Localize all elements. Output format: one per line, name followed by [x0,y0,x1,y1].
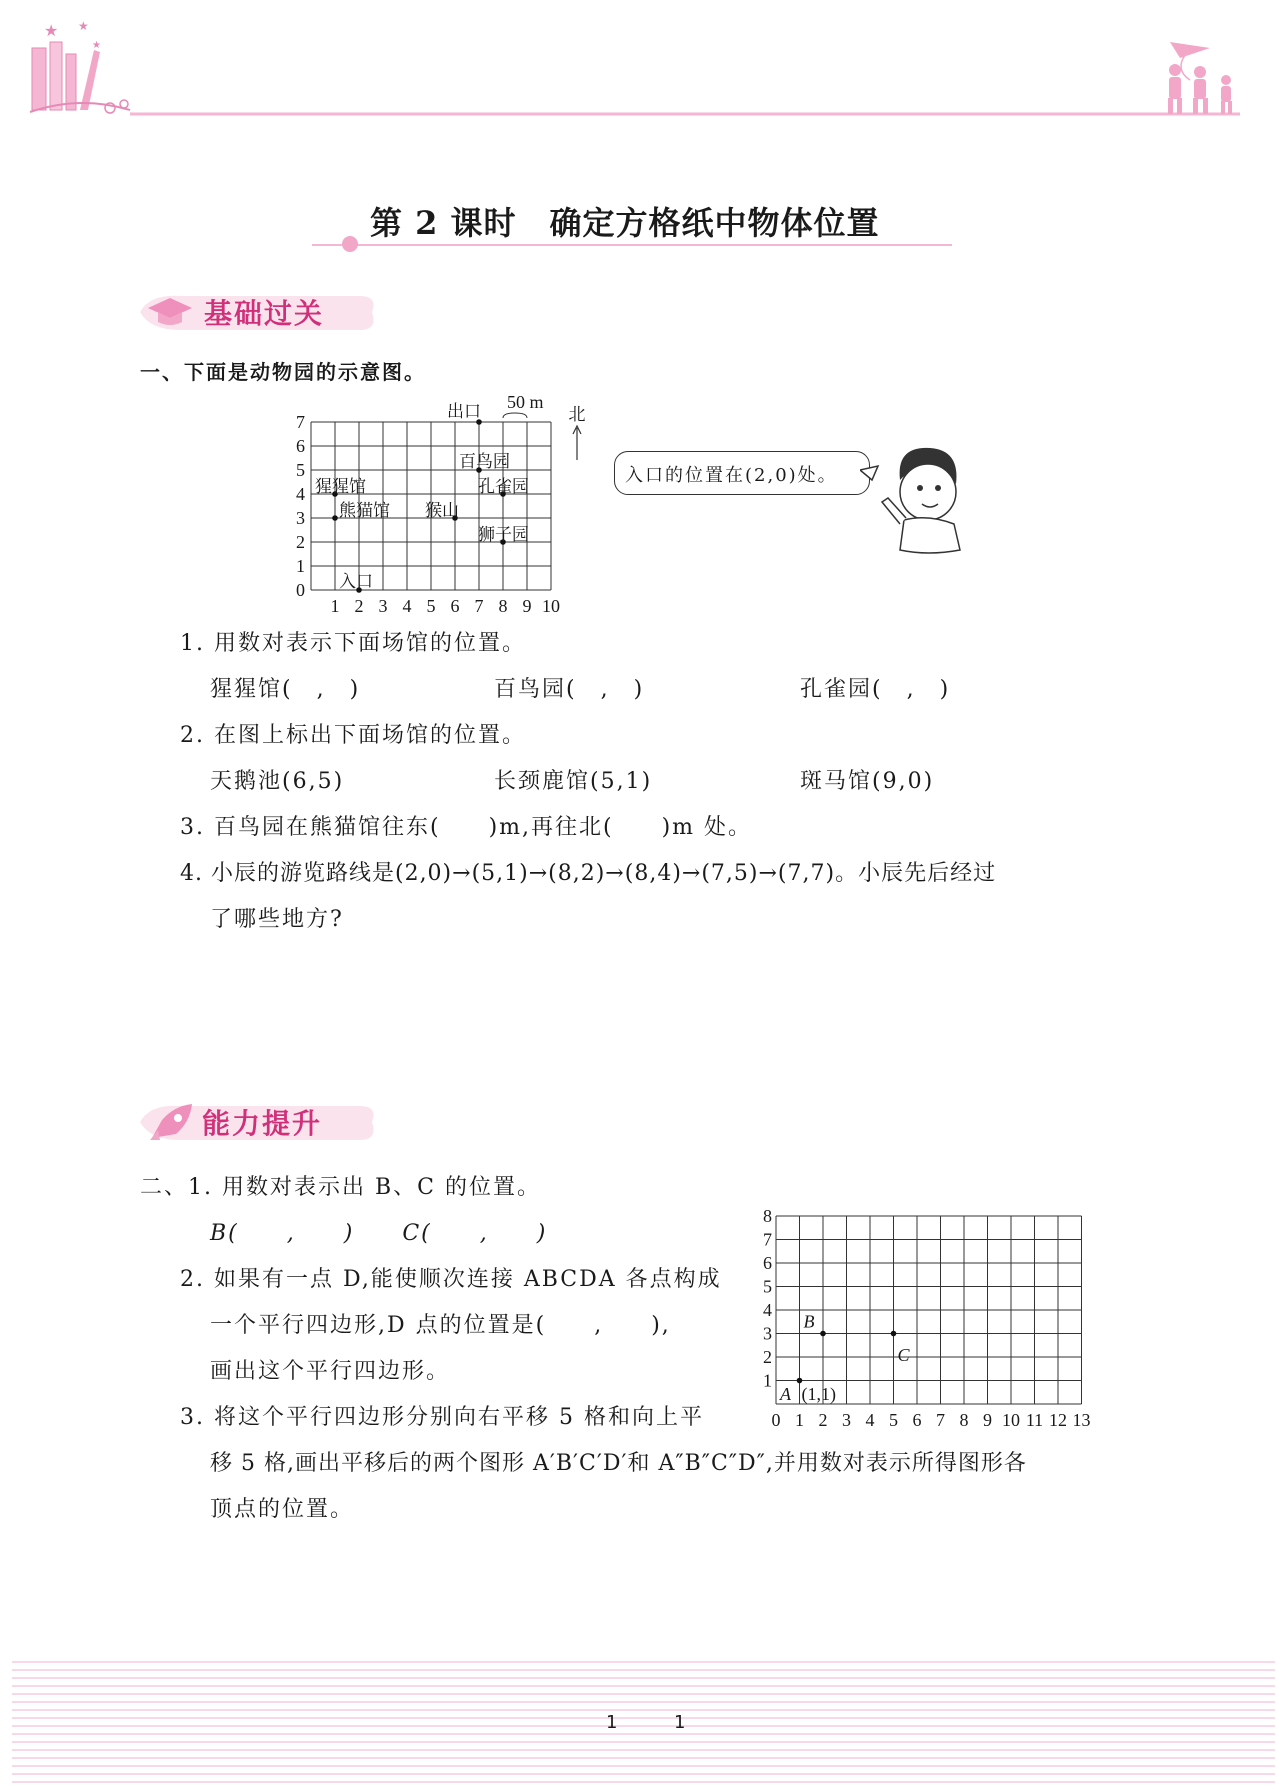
grid-x-tick: 0 [771,1410,781,1430]
zoo-map-svg [285,390,595,620]
q2-3-line3: 顶点的位置。 [210,1497,355,1522]
label-lion: 狮子园 [478,525,529,545]
item-1: 1. 用数对表示下面场馆的位置。 [180,631,526,656]
boy-icon [860,440,970,560]
map-y-tick: 3 [296,508,305,528]
grid-x-tick: 9 [983,1410,992,1430]
speech-bubble [614,451,870,495]
grid-y-tick: 5 [763,1276,772,1297]
item-4-line2: 了哪些地方? [210,907,344,932]
grid-x-tick: 1 [795,1410,804,1430]
map-x-tick: 9 [522,596,532,616]
item-2-giraffe: 长颈鹿馆(5,1) [494,769,653,794]
children-kite-icon [1168,42,1232,114]
grid-x-tick: 12 [1049,1410,1067,1430]
grid-x-tick: 13 [1072,1410,1091,1430]
header-decoration [0,0,1287,140]
label-entrance: 入口 [339,572,373,592]
item-3: 3. 百鸟园在熊猫馆往东( )m,再往北( )m 处。 [180,815,753,840]
q1-intro: 一、下面是动物园的示意图。 [140,360,426,384]
label-c: C [897,1345,910,1365]
label-b: B [803,1311,815,1332]
map-x-tick: 2 [354,596,364,616]
section-basic-header [140,290,380,334]
item-2: 2. 在图上标出下面场馆的位置。 [180,723,526,748]
label-panda: 熊猫馆 [339,501,390,521]
q2-2-line1: 2. 如果有一点 D,能使顺次连接 ABCDA 各点构成 [180,1267,722,1292]
point-a [797,1378,803,1384]
map-y-tick: 0 [296,580,305,600]
map-x-tick: 4 [402,596,412,616]
grid-x-tick: 8 [959,1410,969,1430]
section-basic-title: 基础过关 [204,297,325,330]
q2-2-line3: 画出这个平行四边形。 [210,1359,451,1384]
map-y-tick: 7 [296,412,305,432]
scale-label: 50 m [507,392,544,412]
grid-x-tick: 5 [889,1410,898,1430]
map-x-tick: 10 [542,596,560,616]
item-1-orangutan: 猩猩馆( , ) [210,677,361,702]
svg-text:★: ★ [78,19,89,33]
item-2-zebra: 斑马馆(9,0) [800,769,935,794]
map-y-tick: 5 [296,460,305,480]
grid-y-tick: 1 [763,1370,772,1391]
map-y-tick: 4 [296,484,305,504]
section-advanced-header [140,1100,380,1144]
svg-text:★: ★ [92,40,101,51]
label-birds: 百鸟园 [459,452,510,472]
grid-x-tick: 4 [865,1410,875,1430]
map-x-tick: 1 [330,596,340,616]
grid-x-tick: 6 [912,1410,922,1430]
map-x-tick: 7 [474,596,484,616]
grid-y-tick: 7 [763,1229,772,1250]
grid-x-tick: 11 [1025,1410,1044,1430]
item-1-birds: 百鸟园( , ) [494,677,645,702]
lesson-title [370,198,930,248]
item-4-line1: 4. 小辰的游览路线是(2,0)→(5,1)→(8,2)→(8,4)→(7,5)→(7,7)。小辰先后经过 [180,861,997,886]
label-orangutan: 猩猩馆 [315,477,366,497]
map-x-tick: 8 [498,596,508,616]
north-label: 北 [568,405,586,425]
item-2-swan: 天鹅池(6,5) [210,769,345,794]
grid-y-tick: 6 [763,1253,772,1273]
label-a-coord: (1,1) [801,1384,836,1404]
map-x-tick: 6 [450,596,460,616]
q2-3-line2: 移 5 格,画出平移后的两个图形 A′B′C′D′和 A″B″C″D″,并用数对表示所得图形各 [210,1451,1027,1476]
zoo-map [285,390,595,620]
books-logo-icon [30,19,130,113]
grid-y-tick: 8 [763,1206,772,1226]
svg-text:★: ★ [44,21,59,40]
footer-band [12,1655,1275,1789]
grid-x-tick: 3 [842,1410,851,1430]
title-underline [312,244,952,246]
header-ornament [0,0,1287,140]
item-1-peacock: 孔雀园( , ) [800,677,951,702]
label-peacock: 孔雀园 [478,477,529,497]
grid-y-tick: 2 [763,1347,772,1367]
page-number-left: 1 [606,1712,618,1733]
map-y-tick: 2 [296,532,305,552]
grid-y-tick: 3 [763,1323,772,1344]
point-b [820,1331,826,1337]
speech-text: 入口的位置在(2,0)处。 [625,465,838,486]
map-x-tick: 3 [378,596,388,616]
q2-1: 二、1. 用数对表示出 B、C 的位置。 [140,1175,541,1200]
section-advanced-title: 能力提升 [202,1107,323,1140]
label-exit: 出口 [447,402,481,422]
q2-2-line2: 一个平行四边形,D 点的位置是( , ), [210,1313,671,1338]
label-a: A [780,1384,791,1404]
map-point [332,515,338,521]
q2-1-answer: B( , ) C( , ) [210,1221,548,1246]
coordinate-grid-svg [752,1200,1112,1440]
map-x-tick: 5 [426,596,436,616]
title-bullet-icon [342,236,358,252]
grid-x-tick: 7 [936,1410,945,1430]
grid-y-tick: 4 [763,1300,772,1320]
coordinate-grid [752,1200,1112,1440]
page-number-right: 1 [674,1712,686,1733]
scale-brace [503,413,527,418]
map-y-tick: 6 [296,436,305,456]
q2-3-line1: 3. 将这个平行四边形分别向右平移 5 格和向上平 [180,1405,704,1430]
point-c [891,1331,897,1337]
label-monkey: 猴山 [425,501,459,521]
grid-x-tick: 10 [1002,1410,1020,1430]
grid-x-tick: 2 [818,1410,828,1430]
map-y-tick: 1 [296,556,305,576]
lesson-title-text: 第 2 课时 确定方格纸中物体位置 [370,204,880,242]
